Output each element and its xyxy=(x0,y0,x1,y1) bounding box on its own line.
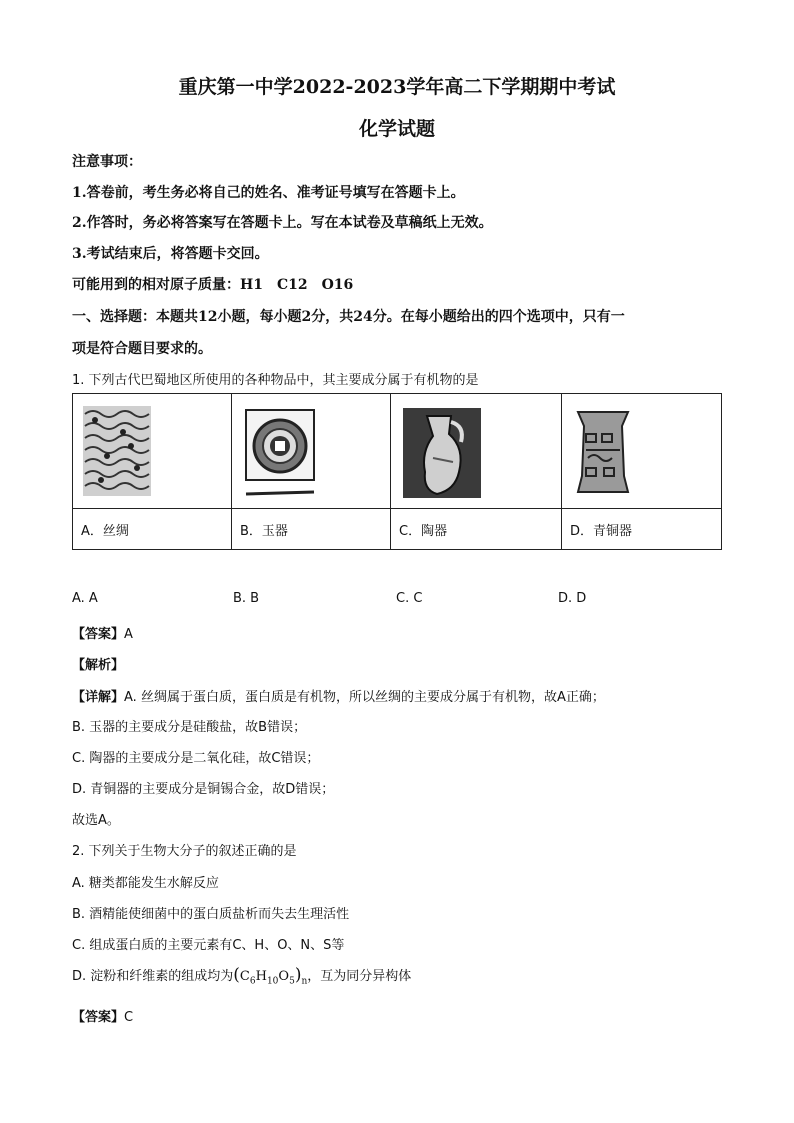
section-heading-cont: 项是符合题目要求的。 xyxy=(72,341,212,357)
q1-stem: 1. 下列古代巴蜀地区所使用的各种物品中，其主要成分属于有机物的是 xyxy=(72,373,479,388)
exam-title: 重庆第一中学2022-2023学年高二下学期期中考试 xyxy=(178,76,616,98)
q1-detail-line: D. 青铜器的主要成分是铜锡合金，故D错误； xyxy=(72,782,335,797)
answer-label: 【答案】 xyxy=(72,627,125,642)
q1-label-a: A．丝绸 xyxy=(73,509,232,550)
q1-conclusion: 故选A。 xyxy=(72,813,120,828)
q1-option-d: D. D xyxy=(558,591,587,606)
atomic-mass-line: 可能用到的相对原子质量：H1 C12 O16 xyxy=(72,277,354,293)
q1-label-d: D．青铜器 xyxy=(562,509,722,550)
answer-value: C xyxy=(124,1010,134,1025)
q1-option-b: B. B xyxy=(233,591,260,606)
q1-image-cell-b xyxy=(232,394,391,509)
q1-image-cell-d xyxy=(562,394,722,509)
jade-image-icon xyxy=(244,408,316,500)
q1-label-c: C．陶器 xyxy=(391,509,562,550)
q1-label-b: B．玉器 xyxy=(232,509,391,550)
q1-option-a: A. A xyxy=(72,591,98,606)
detail-text: A. 丝绸属于蛋白质，蛋白质是有机物，所以丝绸的主要成分属于有机物，故A正确； xyxy=(124,690,605,705)
q1-option-c: C. C xyxy=(396,591,423,606)
silk-image-icon xyxy=(83,406,151,496)
q1-item-table xyxy=(72,393,722,550)
q2-answer-line xyxy=(72,1006,133,1025)
q1-detail-line: B. 玉器的主要成分是硅酸盐，故B错误； xyxy=(72,720,307,735)
q2-option-d xyxy=(72,965,411,987)
bronze-image-icon xyxy=(572,406,634,498)
notes-heading: 注意事项： xyxy=(72,154,142,170)
answer-value: A xyxy=(124,627,133,642)
note-item: 2.作答时，务必将答案写在答题卡上。写在本试卷及草稿纸上无效。 xyxy=(72,215,493,231)
q1-image-cell-a xyxy=(73,394,232,509)
note-item: 3.考试结束后，将答题卡交回。 xyxy=(72,246,269,262)
answer-label: 【答案】 xyxy=(72,1010,125,1025)
q1-analysis-label xyxy=(72,654,124,673)
q2-option-a: A. 糖类都能发生水解反应 xyxy=(72,876,219,891)
exam-subtitle: 化学试题 xyxy=(358,118,435,140)
note-item: 1.答卷前，考生务必将自己的姓名、准考证号填写在答题卡上。 xyxy=(72,185,465,201)
detail-label: 【详解】 xyxy=(72,690,125,705)
q2-option-c: C. 组成蛋白质的主要元素有C、H、O、N、S等 xyxy=(72,938,345,953)
q1-answer-line xyxy=(72,623,133,642)
q1-detail-line xyxy=(72,686,605,705)
analysis-label: 【解析】 xyxy=(72,658,125,673)
q2-option-d-tail: ，互为同分异构体 xyxy=(307,969,412,984)
q2-option-d-text: D. 淀粉和纤维素的组成均为 xyxy=(72,969,234,984)
q2-stem: 2. 下列关于生物大分子的叙述正确的是 xyxy=(72,844,297,859)
formula: $(C_6H_{10}O_5)_n$ xyxy=(233,965,308,987)
q2-option-b: B. 酒精能使细菌中的蛋白质盐析而失去生理活性 xyxy=(72,907,350,922)
q1-image-cell-c xyxy=(391,394,562,509)
q1-detail-line: C. 陶器的主要成分是二氧化硅，故C错误； xyxy=(72,751,320,766)
section-heading: 一、选择题：本题共12小题，每小题2分，共24分。在每小题给出的四个选项中，只有一 xyxy=(72,309,625,325)
pottery-image-icon xyxy=(403,408,481,498)
